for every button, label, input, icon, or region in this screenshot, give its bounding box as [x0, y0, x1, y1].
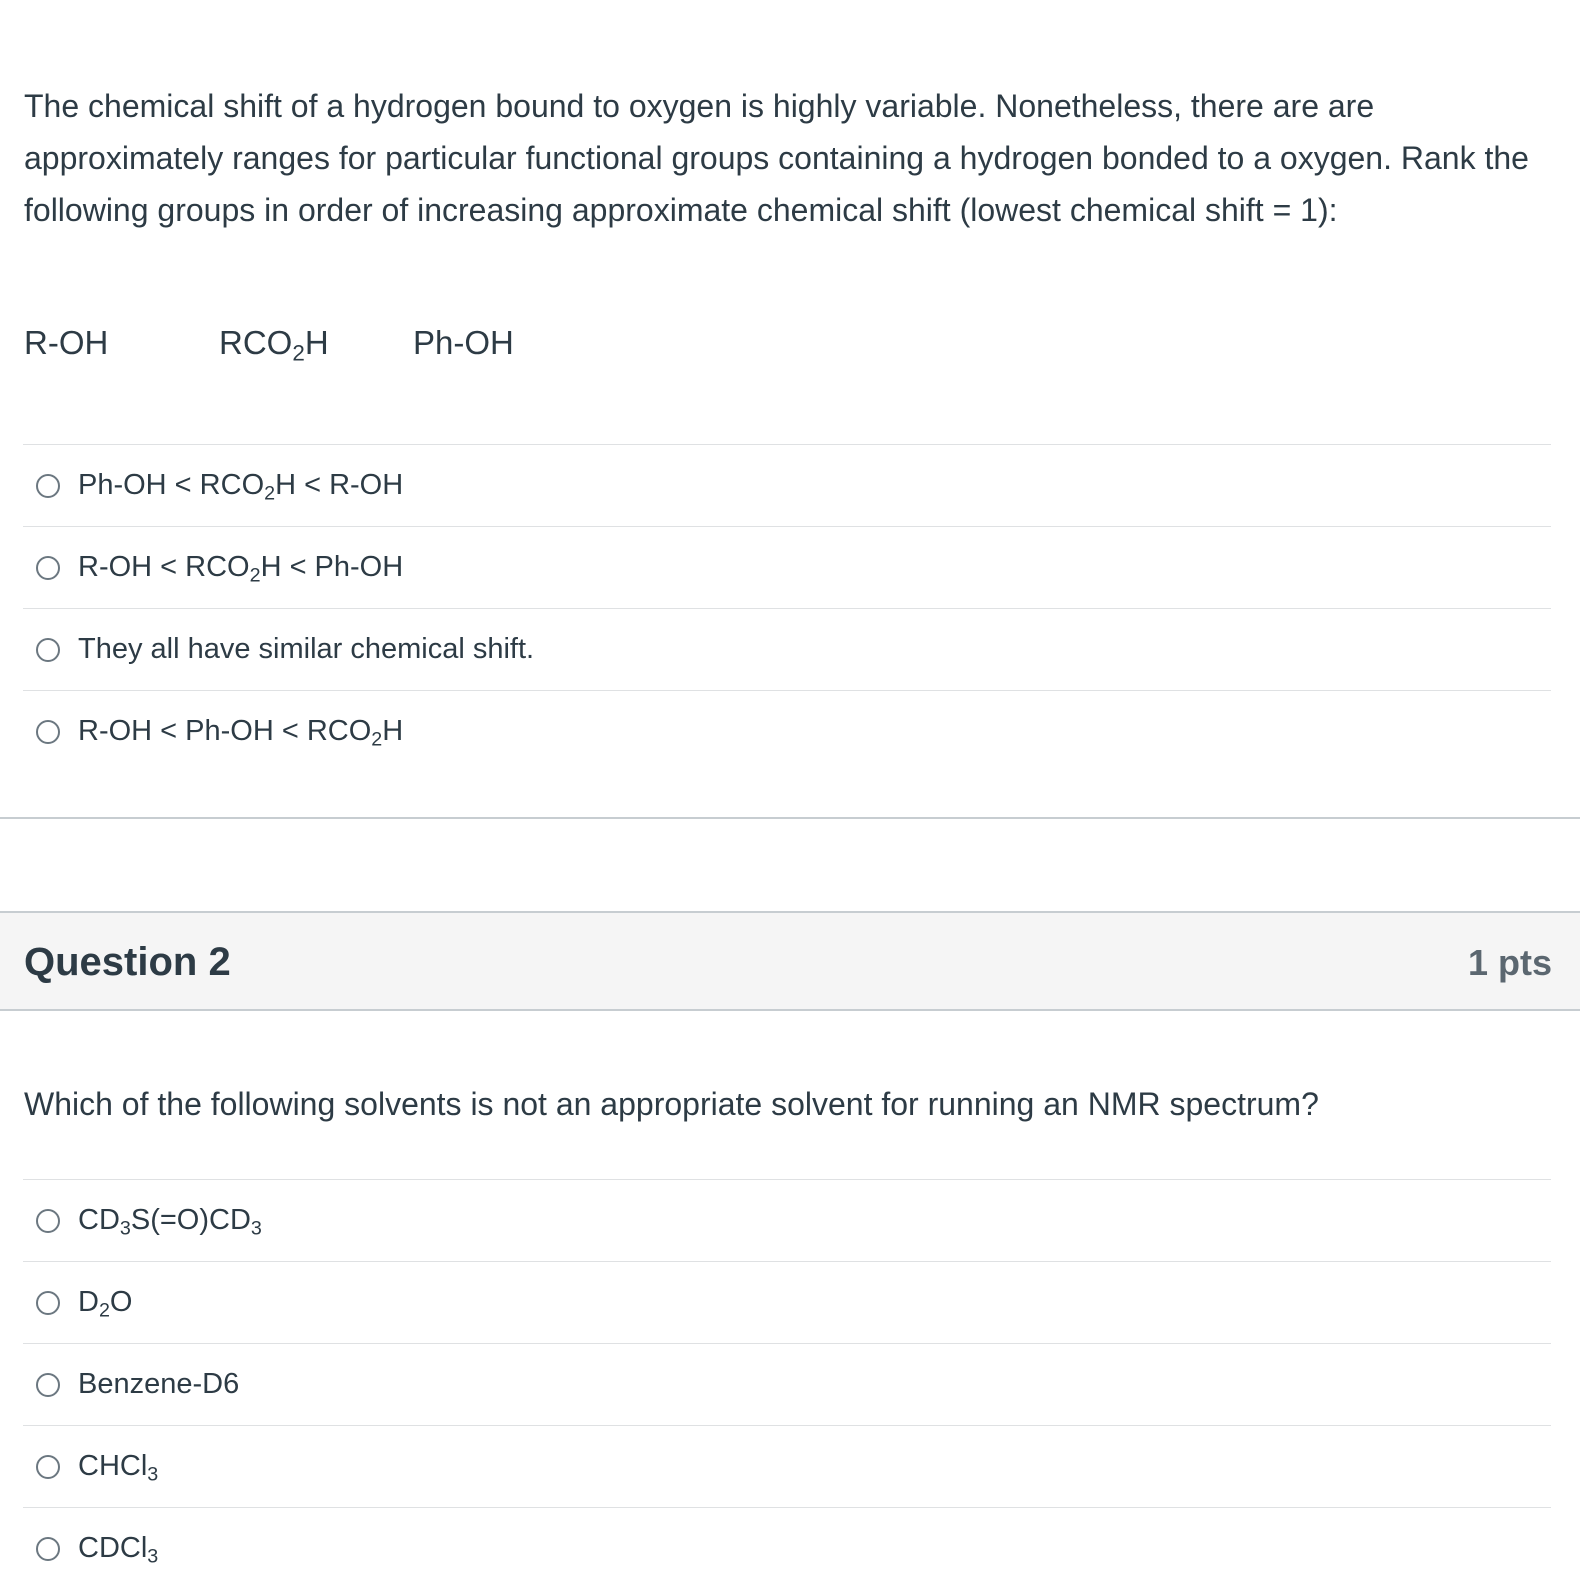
question-2-header: [0, 911, 1580, 1011]
question-1-answers: [23, 444, 1551, 772]
answer-text: H < R-OH: [275, 469, 404, 501]
answer-text: R-OH < Ph-OH < RCO: [78, 715, 372, 747]
answer-text: CHCl: [78, 1450, 148, 1482]
radio-button[interactable]: [36, 720, 60, 744]
answer-label: [78, 1450, 159, 1486]
answer-text: Ph-OH < RCO: [78, 469, 265, 501]
answer-option[interactable]: [23, 444, 1551, 526]
answer-label: [78, 551, 404, 587]
radio-button[interactable]: [36, 1537, 60, 1561]
answer-label: [78, 633, 534, 666]
subscript: 3: [250, 1217, 262, 1240]
subscript: 2: [292, 340, 305, 366]
answer-option[interactable]: [23, 1179, 1551, 1261]
radio-button[interactable]: [36, 1373, 60, 1397]
answer-option[interactable]: [23, 1343, 1551, 1425]
subscript: 3: [147, 1545, 159, 1568]
answer-option[interactable]: [23, 690, 1551, 772]
answer-option[interactable]: [23, 1425, 1551, 1507]
radio-button[interactable]: [36, 556, 60, 580]
question-1-prompt: The chemical shift of a hydrogen bound to oxygen is highly variable. Nonetheless, there are are approximately ranges for particular functional groups containing a hydrogen bonded to a oxygen. Rank the following groups in order of increasing approximate chemical shift (lowest chemical shift = 1):: [24, 88, 1529, 228]
answer-option[interactable]: [23, 526, 1551, 608]
subscript: 2: [264, 482, 276, 505]
answer-text: D: [78, 1286, 99, 1318]
question-divider: [0, 817, 1580, 819]
answer-option[interactable]: [23, 608, 1551, 690]
answer-text: CDCl: [78, 1532, 148, 1564]
group-carboxylic-acid: [219, 317, 329, 369]
question-2-prompt: Which of the following solvents is not an appropriate solvent for running an NMR spectrum?: [24, 1086, 1319, 1122]
answer-label: [78, 469, 404, 505]
radio-button[interactable]: [36, 638, 60, 662]
subscript: 2: [249, 564, 261, 587]
radio-button[interactable]: [36, 1291, 60, 1315]
group-carboxylic-acid-part: H: [304, 324, 329, 361]
answer-text: S(=O)CD: [130, 1204, 251, 1236]
answer-text: O: [109, 1286, 133, 1318]
question-title: Question 2: [24, 940, 231, 984]
subscript: 2: [371, 728, 383, 751]
answer-text: CD: [78, 1204, 120, 1236]
answer-option[interactable]: [23, 1507, 1551, 1589]
radio-button[interactable]: [36, 1209, 60, 1233]
question-2-answers: [23, 1179, 1551, 1589]
answer-label: [78, 1286, 133, 1322]
radio-button[interactable]: [36, 1455, 60, 1479]
answer-text: Benzene-D6: [78, 1368, 240, 1400]
group-alcohol: R-OH: [24, 324, 109, 361]
subscript: 2: [98, 1299, 110, 1322]
answer-label: [78, 1532, 159, 1568]
answer-label: [78, 1368, 239, 1401]
subscript: 3: [119, 1217, 131, 1240]
answer-text: H: [382, 715, 404, 747]
answer-text: They all have similar chemical shift.: [78, 633, 535, 665]
question-points: 1 pts: [1467, 942, 1552, 983]
answer-text: R-OH < RCO: [78, 551, 250, 583]
subscript: 3: [147, 1463, 159, 1486]
answer-option[interactable]: [23, 1261, 1551, 1343]
answer-text: H < Ph-OH: [260, 551, 404, 583]
group-phenol: Ph-OH: [413, 324, 514, 361]
answer-label: [78, 1204, 262, 1240]
group-carboxylic-acid-part: RCO: [219, 324, 293, 361]
answer-label: [78, 715, 404, 751]
radio-button[interactable]: [36, 474, 60, 498]
